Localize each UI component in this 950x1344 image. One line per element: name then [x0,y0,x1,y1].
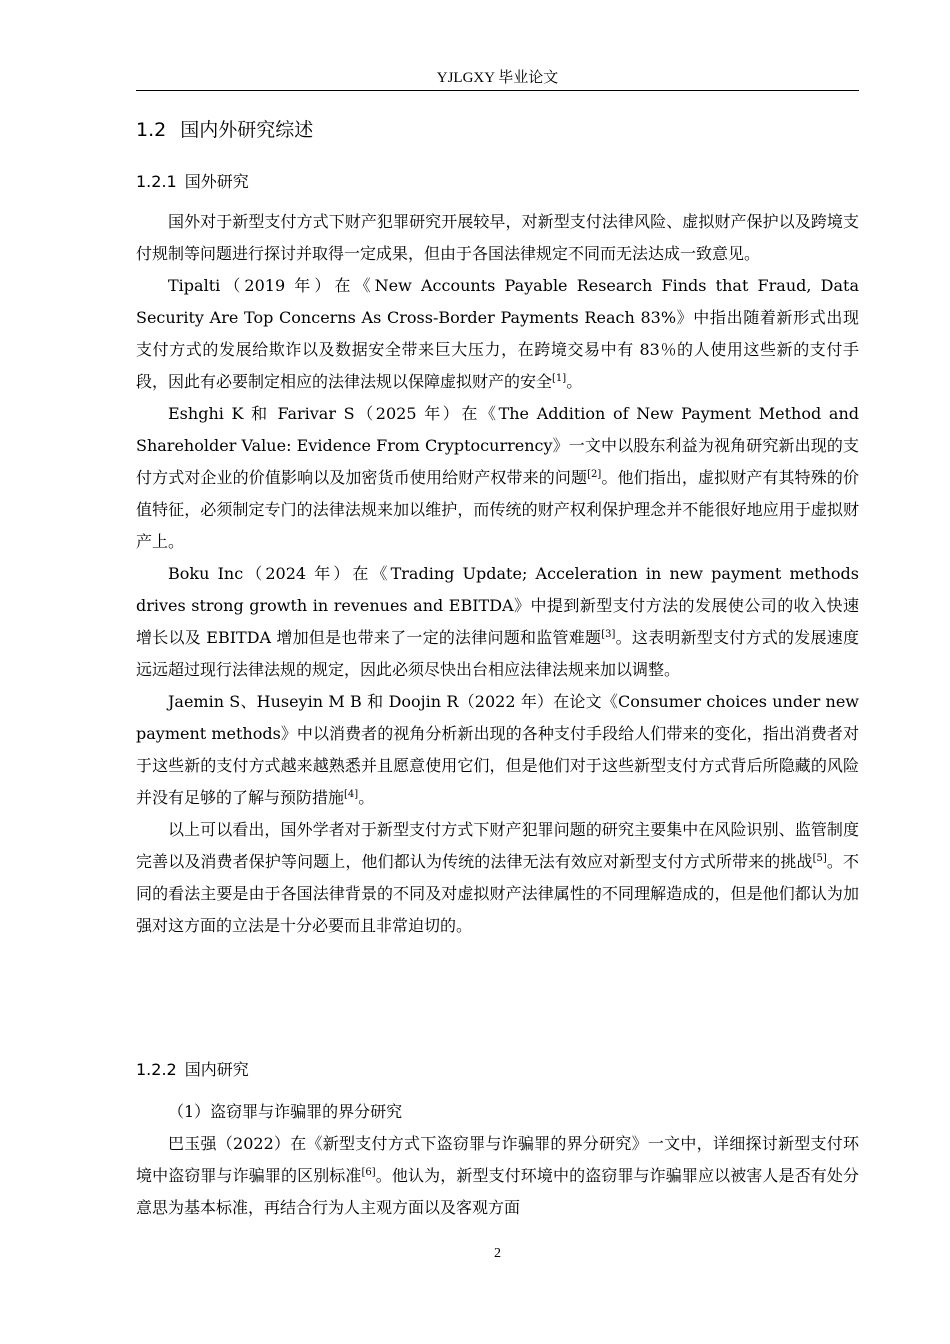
paragraph-tail: 。他们指出，虚拟财产有其特殊的价值特征，必须制定专门的法律法规来加以维护，而传统的财产权利保护理念并不能很好地应用于虚拟财产上。 [136,468,859,551]
paragraph-tail: 。不同的看法主要是由于各国法律背景的不同及对虚拟财产法律属性的不同理解造成的，但是他们都认为加强对这方面的立法是十分必要而且非常迫切的。 [136,852,859,935]
paragraph-text: 巴玉强（2022）在《新型支付方式下盗窃罪与诈骗罪的界分研究》一文中，详细探讨新型支付环境中盗窃罪与诈骗罪的区别标准 [136,1134,859,1185]
subsection-title: 国内研究 [184,1060,249,1079]
paragraph-tail: 。这表明新型支付方式的发展速度远远超过现行法律法规的规定，因此必须尽快出台相应法律法规来加以调整。 [136,628,859,679]
paragraph-text: 以上可以看出，国外学者对于新型支付方式下财产犯罪问题的研究主要集中在风险识别、监管制度完善以及消费者保护等问题上，他们都认为传统的法律无法有效应对新型支付方式所带来的挑战 [136,820,859,871]
paragraph-tail: 。他认为，新型支付环境中的盗窃罪与诈骗罪应以被害人是否有处分意思为基本标准，再结合行为人主观方面以及客观方面 [136,1166,859,1217]
subsection-heading-domestic [136,1058,249,1082]
subsection-title: 国外研究 [184,172,249,191]
paragraph-text: Eshghi K 和 Farivar S（2025 年）在《The Addition of New Payment Method and Shareholder Value: Evidence From Cryptocurrency》一文中以股东利益为视角研究新出现的支付方式对企业的价值影响以及加密货币使用给财产权带来的问题 [136,404,859,487]
paragraph-text: Jaemin S、Huseyin M B 和 Doojin R（2022 年）在论文《Consumer choices under new payment methods》中以消费者的视角分析新出现的各种支付手段给人们带来的变化，指出消费者对于这些新的支付方式越来越熟悉并且愿意使用它们，但是他们对于这些新型支付方式背后所隐藏的风险并没有足够的了解与预防措施 [136,692,859,807]
citation: [5] [812,853,827,864]
paragraph-text: Boku Inc（2024 年）在《Trading Update; Acceleration in new payment methods drives strong growth in revenues and EBITDA》中提到新型支付方法的发展使公司的收入快速增长以及 EBITDA 增加但是也带来了一定的法律问题和监管难题 [136,564,859,647]
citation: [3] [601,629,616,640]
paragraph [136,686,859,814]
section-number: 1.2 [136,119,167,141]
section-title: 国内外研究综述 [180,119,314,141]
subsection-number: 1.2.1 [136,172,177,191]
running-header: YJLGXY 毕业论文 [436,70,559,86]
paragraph-text: 国外对于新型支付方式下财产犯罪研究开展较早，对新型支付法律风险、虚拟财产保护以及跨境支付规制等问题进行探讨并取得一定成果，但由于各国法律规定不同而无法达成一致意见。 [136,212,859,263]
paragraph [136,814,859,942]
paragraph [136,558,859,686]
paragraph-tail: 。 [566,372,583,391]
section-heading [136,116,313,144]
citation: [1] [552,373,567,384]
paragraph [136,398,859,558]
citation: [6] [361,1167,376,1178]
paragraph-tail: 。 [358,788,375,807]
domestic-research-body [136,1096,859,1224]
subsection-number: 1.2.2 [136,1060,177,1079]
subsection-heading-foreign [136,170,249,194]
paragraph [136,1128,859,1224]
paragraph [136,206,859,270]
citation: [4] [344,789,359,800]
paragraph-text: Tipalti（2019 年）在《New Accounts Payable Research Finds that Fraud, Data Security Are Top Concerns As Cross-Border Payments Reach 83%》中指出随着新形式出现支付方式的发展给欺诈以及数据安全带来巨大压力，在跨境交易中有 83％的人使用这些新的支付手段，因此有必要制定相应的法律法规以保障虚拟财产的安全 [136,276,859,391]
paragraph [136,270,859,398]
header-rule [136,90,859,91]
citation: [2] [587,469,602,480]
sub-subheading: （1）盗窃罪与诈骗罪的界分研究 [168,1102,403,1121]
foreign-research-body [136,206,859,942]
page-number: 2 [494,1246,501,1261]
